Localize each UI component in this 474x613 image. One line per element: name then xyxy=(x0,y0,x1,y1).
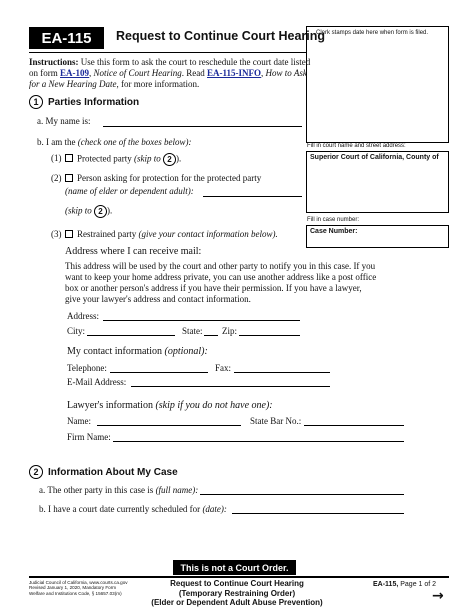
state-bar-field[interactable] xyxy=(304,425,404,426)
option-3-number: (3) xyxy=(51,229,62,239)
court-date-hint: (date): xyxy=(202,504,227,514)
case-box-label: Fill in case number: xyxy=(307,217,360,223)
skip-to-text: (skip to xyxy=(133,153,163,164)
lawyer-name-field[interactable] xyxy=(97,425,241,426)
restrained-party-label: Restrained party xyxy=(77,229,139,239)
instructions-form-name: Notice of Court Hearing xyxy=(93,68,182,78)
court-date-text: b. I have a court date currently scheduled for xyxy=(39,504,203,514)
other-party-label xyxy=(39,485,198,496)
option-2-skip-close: ). xyxy=(107,205,113,216)
form-number: EA-115 xyxy=(41,29,92,47)
next-page-arrow-icon[interactable]: → xyxy=(432,588,444,604)
instructions-text-2b: , xyxy=(89,68,94,78)
other-party-hint: (full name): xyxy=(155,485,199,495)
person-asking-checkbox[interactable] xyxy=(65,174,73,182)
footer-title xyxy=(140,579,334,608)
other-party-text: a. The other party in this case is xyxy=(39,485,156,495)
footer-divider xyxy=(29,576,449,578)
section-2-number: 2 xyxy=(29,465,43,479)
footer-source xyxy=(29,580,128,596)
zip-field[interactable] xyxy=(239,335,300,336)
lawyer-heading xyxy=(67,400,273,411)
footer-source-line-1: Judicial Council of California, www.courts.ca.gov xyxy=(29,580,128,585)
instructions-text-2c: . Read xyxy=(181,68,207,78)
email-field[interactable] xyxy=(131,386,330,387)
my-name-label: a. My name is: xyxy=(37,116,91,126)
state-field[interactable] xyxy=(204,335,218,336)
form-number-badge xyxy=(29,27,104,49)
elder-name-field[interactable] xyxy=(203,196,302,197)
option-2-skip-text: (skip to xyxy=(65,205,94,216)
fax-label: Fax: xyxy=(215,363,232,373)
form-ea109-link[interactable]: EA-109 xyxy=(60,68,89,78)
instructions-text-1: Use this form to ask the court to reschedule the court date listed xyxy=(78,57,311,67)
instructions-text-2d: , xyxy=(261,68,266,78)
mail-para-3: box or another person's address if you have their permission. If you have a lawyer, xyxy=(65,283,362,293)
my-name-field[interactable] xyxy=(103,126,302,127)
mail-para-2: want to keep your home address private, you can use another address like a post office xyxy=(65,272,377,282)
protected-party-checkbox[interactable] xyxy=(65,154,73,162)
court-date-label xyxy=(39,504,227,515)
option-3-label xyxy=(77,229,278,240)
lawyer-heading-text: Lawyer's information xyxy=(67,400,156,411)
protected-party-label: Protected party xyxy=(77,153,134,164)
instructions-text-2a: on form xyxy=(29,68,60,78)
footer-source-line-3: Welfare and Institutions Code, § 15657.03(m) xyxy=(29,590,122,596)
mail-para-1: This address will be used by the court and other party to notify you in this case. If you xyxy=(65,261,376,271)
form-ea115-info-link[interactable]: EA-115-INFO xyxy=(207,68,261,78)
court-box-label: Fill in court name and street address: xyxy=(307,143,406,149)
i-am-the-hint: (check one of the boxes below): xyxy=(77,137,192,147)
state-bar-label: State Bar No.: xyxy=(250,416,302,426)
elder-name-hint: (name of elder or dependent adult): xyxy=(65,186,194,196)
address-label: Address: xyxy=(67,311,99,321)
firm-name-label: Firm Name: xyxy=(67,432,111,442)
restrained-party-checkbox[interactable] xyxy=(65,230,73,238)
footer-form-number: EA-115, xyxy=(373,581,399,588)
telephone-field[interactable] xyxy=(110,372,208,373)
clerk-stamp-label: Clerk stamps date here when form is filed. xyxy=(316,30,429,36)
footer-source-line-2: Revised January 1, 2020, Mandatory Form xyxy=(29,585,117,591)
court-date-field[interactable] xyxy=(232,513,404,514)
i-am-the-label xyxy=(37,137,191,148)
clerk-stamp-box xyxy=(306,26,449,143)
footer-title-line-3: (Elder or Dependent Adult Abuse Prevention) xyxy=(151,598,323,607)
section-1-title: Parties Information xyxy=(48,97,140,108)
lawyer-heading-hint: (skip if you do not have one): xyxy=(155,400,273,411)
footer-title-line-1: Request to Continue Court Hearing xyxy=(170,579,304,588)
not-court-order-text: This is not a Court Order. xyxy=(180,562,289,573)
option-2-skip xyxy=(65,205,112,218)
city-label: City: xyxy=(67,326,86,336)
address-field[interactable] xyxy=(103,320,300,321)
skip-close-text: ). xyxy=(175,153,182,164)
fax-field[interactable] xyxy=(234,372,330,373)
instructions-info-name-1: How to Ask xyxy=(265,68,307,78)
email-label: E-Mail Address: xyxy=(67,377,127,387)
person-asking-label: Person asking for protection for the protected party xyxy=(77,173,262,183)
instructions-line-2 xyxy=(29,68,307,79)
option-1-label xyxy=(77,153,181,166)
instructions-line-1 xyxy=(29,57,310,68)
restrained-party-hint: (give your contact information below). xyxy=(138,229,278,239)
option-2-number: (2) xyxy=(51,173,62,183)
footer-title-line-2: (Temporary Restraining Order) xyxy=(178,588,296,598)
i-am-the-text: b. I am the xyxy=(37,137,78,147)
instructions-line-3 xyxy=(29,79,199,90)
contact-heading-hint: (optional): xyxy=(164,346,208,357)
instructions-info-name-2: for a New Hearing Date xyxy=(29,79,117,89)
skip-to-section-2-icon-2: 2 xyxy=(94,205,107,218)
telephone-label: Telephone: xyxy=(67,363,107,373)
header-divider xyxy=(29,52,306,53)
city-field[interactable] xyxy=(87,335,175,336)
firm-name-field[interactable] xyxy=(113,441,404,442)
section-1-number: 1 xyxy=(29,95,43,109)
state-label: State: xyxy=(182,326,203,336)
form-title: Request to Continue Court Hearing xyxy=(116,29,326,43)
mail-para-4: give your lawyer's address and contact information. xyxy=(65,294,251,304)
other-party-field[interactable] xyxy=(200,494,404,495)
contact-heading-text: My contact information xyxy=(67,346,165,357)
skip-to-section-2-icon: 2 xyxy=(163,153,176,166)
footer-page-info xyxy=(373,581,436,588)
not-court-order-banner xyxy=(173,560,296,575)
zip-label: Zip: xyxy=(222,326,237,336)
footer-page-number: Page 1 of 2 xyxy=(398,581,437,588)
lawyer-name-label: Name: xyxy=(67,416,91,426)
instructions-text-3b: , for more information. xyxy=(116,79,200,89)
mail-address-heading: Address where I can receive mail: xyxy=(65,246,202,257)
option-1-number: (1) xyxy=(51,153,62,163)
case-number-text: Case Number: xyxy=(310,228,358,235)
section-2-title: Information About My Case xyxy=(48,467,178,478)
contact-heading xyxy=(67,346,208,357)
court-name-text: Superior Court of California, County of xyxy=(310,154,439,161)
instructions-label: Instructions: xyxy=(29,57,79,67)
